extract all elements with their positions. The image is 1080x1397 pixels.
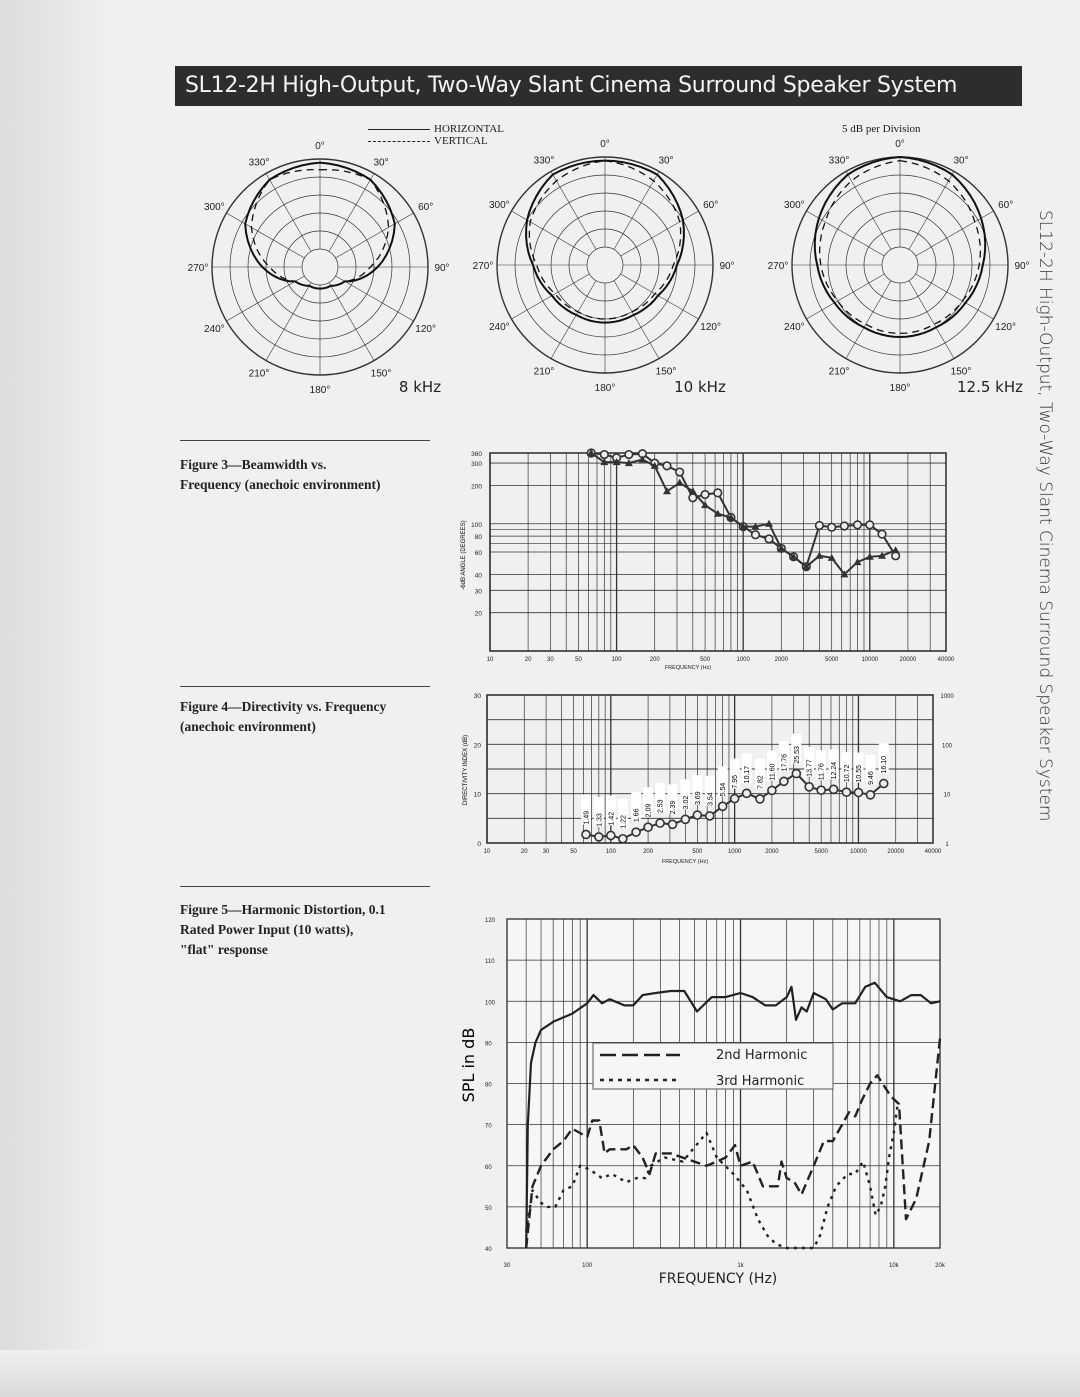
directivity-marker <box>817 786 825 794</box>
polar-angle-label: 0° <box>600 139 610 150</box>
directivity-marker <box>756 795 764 803</box>
directivity-marker <box>607 831 615 839</box>
directivity-marker <box>693 811 701 819</box>
q-value-label: 7.95 <box>732 774 740 789</box>
directivity-xtick: 2000 <box>765 849 779 855</box>
polar-angle-label: 180° <box>594 383 616 394</box>
beamwidth-circle-marker <box>714 489 722 497</box>
spl-ytick: 60 <box>485 1164 492 1171</box>
spl-xlabel: FREQUENCY (Hz) <box>658 1271 778 1287</box>
beamwidth-circle-marker <box>601 451 609 459</box>
beamwidth-xtick: 20000 <box>899 657 917 663</box>
directivity-ytick: 10 <box>473 791 481 799</box>
spl-ytick: 100 <box>485 1000 496 1007</box>
polar-angle-label: 120° <box>700 322 721 333</box>
q-value-label: 16.10 <box>881 755 889 774</box>
polar-angle-label: 270° <box>472 261 494 272</box>
legend-3rd-harmonic: 3rd Harmonic <box>716 1074 805 1089</box>
directivity-ytick: 0 <box>477 841 481 848</box>
directivity-marker <box>743 789 751 797</box>
polar-plot-1 <box>212 159 428 375</box>
beamwidth-xtick: 200 <box>649 657 660 663</box>
q-value-label: 12.24 <box>831 761 839 780</box>
caption-line: Rated Power Input (10 watts), <box>180 922 354 937</box>
beamwidth-ytick: 300 <box>471 461 482 469</box>
q-value-label: 2.09 <box>645 803 653 818</box>
polar-ring <box>587 247 623 283</box>
beamwidth-xtick: 5000 <box>824 657 839 663</box>
beamwidth-triangle-marker <box>765 520 773 527</box>
beamwidth-circle-marker <box>701 491 709 499</box>
beamwidth-circle-marker <box>752 531 760 539</box>
beamwidth-xtick: 1000 <box>736 657 750 663</box>
beamwidth-xtick: 10000 <box>861 657 879 663</box>
q-value-label: 1.33 <box>596 813 604 827</box>
directivity-marker <box>880 779 888 787</box>
polar-angle-label: 120° <box>995 322 1016 333</box>
beamwidth-xtick: 100 <box>611 657 622 663</box>
polar-frequency-label: 12.5 kHz <box>956 378 1024 396</box>
spl-xtick: 20k <box>935 1263 945 1269</box>
beamwidth-ytick: 40 <box>474 572 482 580</box>
polar-scale-note: 5 dB per Division <box>842 123 921 135</box>
polar-plot-2 <box>497 157 713 373</box>
beamwidth-circle-marker <box>816 522 824 530</box>
caption-line: Figure 3—Beamwidth vs. <box>180 457 327 472</box>
spl-ytick: 80 <box>485 1082 492 1089</box>
beamwidth-circle-marker <box>878 530 886 538</box>
directivity-right-ytick: 10 <box>943 792 951 799</box>
polar-frequency-label: 8 kHz <box>398 378 442 396</box>
polar-angle-label: 300° <box>489 200 510 211</box>
directivity-ytick: 20 <box>473 742 481 750</box>
q-value-label: 7.82 <box>757 775 765 789</box>
directivity-right-ytick: 100 <box>941 743 953 750</box>
q-value-label: 25.53 <box>793 746 801 764</box>
polar-angle-label: 180° <box>309 385 331 396</box>
polar-angle-label: 330° <box>248 157 270 169</box>
directivity-marker <box>805 783 813 791</box>
directivity-marker <box>866 791 874 799</box>
spl-ytick: 50 <box>485 1205 492 1212</box>
polar-angle-label: 180° <box>889 383 911 394</box>
beamwidth-circle-marker <box>765 535 773 543</box>
directivity-xtick: 500 <box>692 849 703 855</box>
directivity-marker <box>780 777 788 785</box>
directivity-marker <box>706 812 714 820</box>
polar-angle-label: 240° <box>489 322 510 333</box>
polar-angle-label: 0° <box>315 141 325 152</box>
spl-xtick: 30 <box>503 1263 511 1269</box>
q-value-label: 2.39 <box>670 800 678 815</box>
polar-angle-label: 210° <box>533 366 555 378</box>
directivity-marker <box>595 833 603 841</box>
directivity-xtick: 30 <box>542 849 550 855</box>
directivity-xtick: 40000 <box>924 849 942 855</box>
directivity-ytick: 30 <box>473 693 481 700</box>
beamwidth-ytick: 100 <box>471 521 482 529</box>
directivity-xtick: 1000 <box>727 849 742 855</box>
directivity-marker <box>632 828 640 836</box>
q-value-label: 1.66 <box>633 808 641 823</box>
directivity-marker <box>731 795 739 803</box>
directivity-ylabel: DIRECTIVITY INDEX (dB) <box>463 734 469 806</box>
polar-angle-label: 300° <box>204 202 225 213</box>
q-value-label: 11.76 <box>818 763 826 781</box>
directivity-marker <box>669 820 677 828</box>
polar-angle-label: 150° <box>655 366 677 378</box>
polar-angle-label: 0° <box>895 139 905 150</box>
directivity-xtick: 50 <box>570 849 577 855</box>
directivity-marker <box>644 823 652 831</box>
beamwidth-xtick: 30 <box>547 657 554 663</box>
beamwidth-circle-marker <box>841 522 849 530</box>
q-value-label: 10.55 <box>855 764 863 783</box>
beamwidth-ylabel: -6dB ANGLE (DEGREES) <box>461 520 467 590</box>
beamwidth-xtick: 50 <box>575 657 582 663</box>
beamwidth-ytick: 360 <box>471 451 482 458</box>
directivity-xtick: 10000 <box>850 849 867 855</box>
beamwidth-ytick: 80 <box>474 534 482 542</box>
directivity-right-ytick: 1 <box>945 842 949 848</box>
legend-2nd-harmonic: 2nd Harmonic <box>716 1048 808 1063</box>
directivity-xtick: 100 <box>605 849 616 855</box>
page-title: SL12-2H High-Output, Two-Way Slant Cinema Surround Speaker System <box>175 66 1022 106</box>
legend-horizontal-label: HORIZONTAL <box>434 123 504 135</box>
polar-angle-label: 240° <box>784 322 805 333</box>
q-value-label: 3.54 <box>707 792 715 806</box>
polar-angle-label: 270° <box>767 261 789 272</box>
directivity-xtick: 200 <box>643 849 654 855</box>
q-value-label: 17.76 <box>781 753 789 772</box>
spl-ytick: 90 <box>485 1041 492 1048</box>
directivity-marker <box>842 788 850 796</box>
directivity-marker <box>854 789 862 797</box>
polar-angle-label: 30° <box>658 155 674 167</box>
directivity-xtick: 20000 <box>887 849 905 855</box>
polar-angle-label: 90° <box>434 263 450 274</box>
caption-line: "flat" response <box>180 942 268 957</box>
beamwidth-ytick: 20 <box>474 610 482 618</box>
polar-angle-label: 90° <box>1014 261 1030 272</box>
directivity-marker <box>656 819 664 827</box>
polar-angle-label: 240° <box>204 324 225 335</box>
polar-angle-label: 60° <box>418 202 434 213</box>
beamwidth-circle-marker <box>663 462 671 470</box>
beamwidth-xlabel: FREQUENCY (Hz) <box>664 665 712 671</box>
polar-angle-label: 150° <box>370 368 392 380</box>
polar-angle-label: 300° <box>784 200 805 211</box>
spl-xtick: 100 <box>582 1263 593 1269</box>
polar-angle-label: 150° <box>950 366 972 378</box>
q-value-label: 13.77 <box>806 759 814 777</box>
q-value-label: 3.02 <box>682 795 690 810</box>
caption-line: Figure 4—Directivity vs. Frequency <box>180 699 387 714</box>
directivity-xtick: 10 <box>483 849 491 855</box>
beamwidth-xtick: 40000 <box>937 657 955 663</box>
directivity-right-ytick: 1000 <box>940 694 954 700</box>
q-value-label: 11.60 <box>769 763 777 781</box>
directivity-marker <box>768 786 776 794</box>
directivity-xtick: 20 <box>520 849 528 855</box>
spl-ylabel: SPL in dB <box>459 1027 478 1103</box>
beamwidth-circle-marker <box>866 521 874 529</box>
polar-angle-label: 330° <box>533 155 555 167</box>
beamwidth-xtick: 10 <box>486 657 494 663</box>
q-value-label: 3.69 <box>694 791 702 806</box>
spl-ytick: 70 <box>485 1123 492 1130</box>
q-value-label: 5.54 <box>720 782 728 797</box>
q-value-label: 1.22 <box>620 815 628 829</box>
polar-angle-label: 120° <box>415 324 436 335</box>
beamwidth-ytick: 60 <box>474 550 482 557</box>
polar-angle-label: 60° <box>998 200 1014 211</box>
beamwidth-circle-marker <box>828 523 836 531</box>
q-value-label: 9.46 <box>867 771 875 785</box>
q-value-label: 1.42 <box>608 811 616 826</box>
caption-line: Frequency (anechoic environment) <box>180 477 381 492</box>
q-value-label: 2.53 <box>657 799 665 814</box>
polar-angle-label: 330° <box>828 155 850 167</box>
directivity-marker <box>681 815 689 823</box>
side-title: SL12-2H High-Output, Two-Way Slant Cinema Surround Speaker System <box>1035 210 1055 822</box>
spl-xtick: 1k <box>737 1263 744 1269</box>
directivity-marker <box>792 770 800 778</box>
beamwidth-circle-marker <box>625 451 633 459</box>
polar-angle-label: 60° <box>703 200 719 211</box>
beamwidth-ytick: 200 <box>471 483 482 491</box>
spl-xtick: 10k <box>888 1263 899 1269</box>
beamwidth-xtick: 20 <box>524 657 532 663</box>
directivity-marker <box>719 802 727 810</box>
directivity-xtick: 5000 <box>814 849 828 855</box>
polar-angle-label: 210° <box>828 366 850 378</box>
polar-angle-label: 90° <box>719 261 735 272</box>
directivity-marker <box>582 830 590 838</box>
polar-angle-label: 30° <box>373 157 389 169</box>
beamwidth-ytick: 30 <box>474 588 482 596</box>
spl-ytick: 110 <box>485 959 495 966</box>
q-value-label: 10.72 <box>843 764 851 783</box>
polar-angle-label: 210° <box>248 368 270 380</box>
directivity-xlabel: FREQUENCY (Hz) <box>661 859 709 865</box>
directivity-marker <box>830 785 838 793</box>
polar-ring <box>302 249 338 285</box>
polar-plot-3 <box>792 157 1008 373</box>
beamwidth-circle-marker <box>676 468 684 476</box>
q-value-label: 10.17 <box>744 765 752 784</box>
beamwidth-xtick: 500 <box>700 657 711 663</box>
polar-ring <box>882 247 918 283</box>
q-value-label: 1.49 <box>583 810 591 825</box>
beamwidth-circle-marker <box>854 521 862 529</box>
beamwidth-xtick: 2000 <box>774 657 788 663</box>
caption-line: Figure 5—Harmonic Distortion, 0.1 <box>180 902 386 917</box>
caption-line: (anechoic environment) <box>180 719 316 734</box>
polar-frequency-label: 10 kHz <box>674 378 726 396</box>
spl-ytick: 40 <box>485 1247 492 1253</box>
polar-angle-label: 270° <box>187 263 209 274</box>
legend-vertical-label: VERTICAL <box>434 135 488 147</box>
polar-angle-label: 30° <box>953 155 969 167</box>
directivity-marker <box>619 835 627 843</box>
spl-ytick: 120 <box>485 918 496 924</box>
